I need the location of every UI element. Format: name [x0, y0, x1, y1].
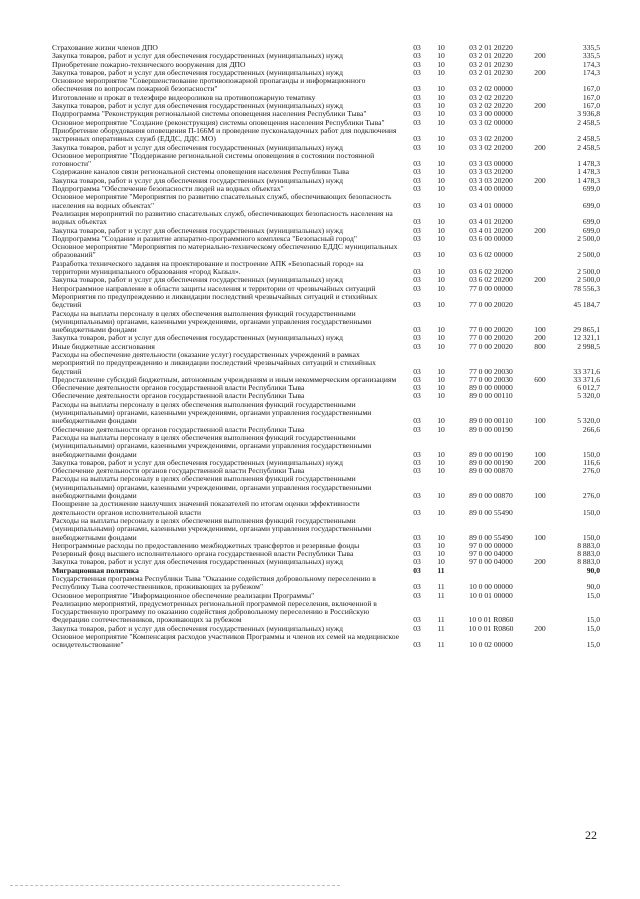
- row-target-code: 89 0 00 00110: [469, 391, 513, 401]
- row-name: Реализация мероприятий по развитию спасательных служб, обеспечивающих безопасность населения на водных объектах: [52, 208, 393, 227]
- row-section-code: 03: [413, 466, 421, 476]
- row-amount: 29 865,1: [573, 325, 600, 335]
- row-target-code: 03 2 02 20220: [469, 92, 513, 102]
- row-section-code: 03: [413, 267, 421, 277]
- row-name: Поощрение за достижение наилучших значений показателей по итогам оценки эффективности деятельности органов исполнительной власти: [52, 499, 360, 517]
- table-row: [52, 210, 600, 227]
- row-amount: 12 321,1: [573, 333, 600, 343]
- row-section-code: 03: [413, 615, 421, 625]
- row-amount: 276,0: [582, 491, 600, 501]
- table-row: [52, 193, 600, 210]
- row-name: Расходы на выплаты персоналу в целях обеспечения выполнения функций государственными (муниципальными) органами, казенными учреждениями, органами управления государственными внебюджетными фондами: [52, 515, 372, 542]
- row-target-code: 77 0 00 20020: [469, 300, 513, 310]
- row-amount: 266,6: [582, 424, 600, 434]
- row-name: Подпрограмма "Создание и развитие аппаратно-программного комплекса "Безопасный город": [52, 233, 357, 243]
- row-target-code: 89 0 00 00190: [469, 457, 513, 467]
- row-amount: 699,0: [582, 184, 600, 194]
- row-subsection-code: 10: [437, 366, 445, 376]
- row-target-code: 03 2 01 20220: [469, 43, 513, 52]
- row-target-code: 03 2 01 20220: [469, 51, 513, 61]
- row-section-code: 03: [413, 333, 421, 343]
- row-section-code: 03: [413, 416, 421, 426]
- row-amount: 174,3: [582, 67, 600, 77]
- table-row: [52, 434, 600, 459]
- row-expense-type: 200: [534, 623, 546, 633]
- row-section-code: 03: [413, 200, 421, 210]
- row-target-code: 77 0 00 20030: [469, 366, 513, 376]
- row-section-code: 03: [413, 51, 421, 61]
- row-section-code: 03: [413, 67, 421, 77]
- row-section-code: 03: [413, 565, 421, 575]
- row-name: Основное мероприятие "Компенсация расходов участников Программы и членов их семей на медицинское освидетельствование": [52, 632, 399, 650]
- row-section-code: 03: [413, 366, 421, 376]
- row-subsection-code: 10: [437, 217, 445, 227]
- row-section-code: 03: [413, 167, 421, 177]
- row-target-code: 03 6 02 00000: [469, 250, 513, 260]
- table-row: [52, 633, 600, 650]
- row-name: Реализацию мероприятий, предусмотренных региональной программой переселения, включенной в Государственную программу по оказанию содействия добровольному переселению в Российскую Федерацию соотечественников, проживающих за рубежом: [52, 598, 377, 625]
- row-subsection-code: 11: [437, 582, 445, 592]
- row-subsection-code: 10: [437, 333, 445, 343]
- row-section-code: 03: [413, 491, 421, 501]
- row-section-code: 03: [413, 275, 421, 285]
- row-amount: 2 500,0: [577, 275, 600, 285]
- row-name: Изготовление и прокат в телеэфире видеороликов на противопожарную тематику: [52, 92, 316, 102]
- row-subsection-code: 10: [437, 167, 445, 177]
- row-name: Расходы на выплаты персоналу в целях обеспечения выполнения функций государственными (муниципальными) органами, казенными учреждениями, органами управления государственными внебюджетными фондами: [52, 308, 372, 335]
- row-expense-type: 200: [534, 142, 546, 152]
- table-row: [52, 401, 600, 426]
- row-amount: 3 936,8: [577, 109, 600, 119]
- row-section-code: 03: [413, 184, 421, 194]
- table-row: [52, 500, 600, 517]
- row-target-code: 03 4 00 00000: [469, 184, 513, 194]
- row-expense-type: 100: [534, 532, 546, 542]
- table-row: [52, 517, 600, 542]
- row-amount: 45 184,7: [573, 300, 600, 310]
- row-subsection-code: 10: [437, 101, 445, 111]
- row-expense-type: 100: [534, 416, 546, 426]
- row-target-code: 03 4 01 20200: [469, 217, 513, 227]
- row-target-code: 03 6 00 00000: [469, 233, 513, 243]
- row-amount: 33 371,6: [573, 366, 600, 376]
- row-section-code: 03: [413, 623, 421, 633]
- row-subsection-code: 10: [437, 275, 445, 285]
- row-name: Миграционная политика: [52, 565, 139, 575]
- row-subsection-code: 10: [437, 507, 445, 517]
- row-target-code: 03 3 03 00000: [469, 159, 513, 169]
- row-target-code: 89 0 00 00190: [469, 449, 513, 459]
- row-section-code: 03: [413, 134, 421, 144]
- row-subsection-code: 10: [437, 109, 445, 119]
- row-subsection-code: 10: [437, 341, 445, 351]
- row-section-code: 03: [413, 225, 421, 235]
- row-amount: 150,0: [582, 507, 600, 517]
- table-row: [52, 152, 600, 169]
- table-row: [52, 77, 600, 94]
- row-section-code: 03: [413, 159, 421, 169]
- row-expense-type: 100: [534, 491, 546, 501]
- row-name: Основное мероприятие "Создание (реконструкция) системы оповещения населения Республики Тыва": [52, 117, 385, 127]
- row-amount: 90,0: [586, 565, 600, 575]
- row-name: Обеспечение деятельности органов государственной власти Республики Тыва: [52, 383, 305, 393]
- row-target-code: 03 3 02 00000: [469, 117, 513, 127]
- row-subsection-code: 10: [437, 283, 445, 293]
- row-section-code: 03: [413, 109, 421, 119]
- row-amount: 15,0: [586, 615, 600, 625]
- row-amount: 699,0: [582, 200, 600, 210]
- row-amount: 150,0: [582, 449, 600, 459]
- scan-footer-line: [10, 885, 340, 886]
- row-subsection-code: 11: [437, 615, 445, 625]
- row-amount: 6 012,7: [577, 383, 600, 393]
- row-expense-type: 200: [534, 51, 546, 61]
- row-amount: 335,5: [582, 51, 600, 61]
- row-expense-type: 200: [534, 175, 546, 185]
- row-target-code: 77 0 00 20030: [469, 374, 513, 384]
- row-amount: 2 458,5: [577, 134, 600, 144]
- row-section-code: 03: [413, 532, 421, 542]
- row-section-code: 03: [413, 101, 421, 111]
- row-amount: 174,3: [582, 59, 600, 69]
- row-section-code: 03: [413, 250, 421, 260]
- row-target-code: 77 0 00 20020: [469, 341, 513, 351]
- row-subsection-code: 10: [437, 225, 445, 235]
- row-expense-type: 200: [534, 557, 546, 567]
- row-amount: 1 478,3: [577, 159, 600, 169]
- row-section-code: 03: [413, 92, 421, 102]
- row-target-code: 89 0 00 55490: [469, 507, 513, 517]
- table-row: [52, 600, 600, 625]
- row-subsection-code: 10: [437, 267, 445, 277]
- row-name: Предоставление субсидий бюджетным, автономным учреждениям и иным некоммерческим организациям: [52, 374, 397, 384]
- row-amount: 8 883,0: [577, 540, 600, 550]
- row-subsection-code: 11: [437, 590, 445, 600]
- row-target-code: 03 2 01 20230: [469, 67, 513, 77]
- row-section-code: 03: [413, 582, 421, 592]
- row-name: Обеспечение деятельности органов государственной власти Республики Тыва: [52, 466, 305, 476]
- row-amount: 167,0: [582, 92, 600, 102]
- row-name: Непрограммные расходы по предоставлению межбюджетных трансфертов и резервные фонды: [52, 540, 360, 550]
- row-amount: 116,6: [583, 457, 600, 467]
- page-number: 22: [585, 828, 597, 842]
- row-expense-type: 200: [534, 67, 546, 77]
- row-expense-type: 200: [534, 333, 546, 343]
- row-subsection-code: 11: [437, 623, 445, 633]
- row-subsection-code: 10: [437, 325, 445, 335]
- row-subsection-code: 10: [437, 416, 445, 426]
- table-row: [52, 293, 600, 310]
- row-expense-type: 200: [534, 225, 546, 235]
- row-name: Закупка товаров, работ и услуг для обеспечения государственных (муниципальных) нужд: [52, 623, 343, 633]
- row-name: Основное мероприятие "Мероприятия по материально-техническому обеспечению ЕДДС муниципальных образований": [52, 242, 398, 260]
- row-section-code: 03: [413, 341, 421, 351]
- row-subsection-code: 10: [437, 175, 445, 185]
- row-subsection-code: 10: [437, 43, 445, 52]
- row-amount: 8 883,0: [577, 557, 600, 567]
- row-amount: 276,0: [582, 466, 600, 476]
- row-subsection-code: 10: [437, 67, 445, 77]
- row-subsection-code: 11: [437, 640, 445, 650]
- row-subsection-code: 10: [437, 557, 445, 567]
- row-name: Основное мероприятие "Совершенствование противопожарной пропаганды и информационного обеспечения по вопросам пожарной безопасности": [52, 76, 366, 94]
- row-subsection-code: 10: [437, 300, 445, 310]
- table-row: [52, 243, 600, 260]
- row-expense-type: 100: [534, 325, 546, 335]
- row-amount: 33 371,6: [573, 374, 600, 384]
- row-expense-type: 200: [534, 101, 546, 111]
- row-subsection-code: 10: [437, 51, 445, 61]
- row-target-code: 03 3 02 20200: [469, 134, 513, 144]
- row-name: Подпрограмма "Обеспечение безопасности людей на водных объектах": [52, 184, 284, 194]
- row-amount: 2 458,5: [577, 142, 600, 152]
- row-target-code: 10 0 01 00000: [469, 590, 513, 600]
- row-subsection-code: 10: [437, 233, 445, 243]
- row-target-code: 97 0 00 00000: [469, 540, 513, 550]
- row-amount: 5 320,0: [577, 416, 600, 426]
- row-expense-type: 200: [534, 275, 546, 285]
- row-name: Закупка товаров, работ и услуг для обеспечения государственных (муниципальных) нужд: [52, 457, 343, 467]
- row-amount: 5 320,0: [577, 391, 600, 401]
- row-target-code: 10 0 01 R0860: [468, 615, 514, 625]
- row-name: Расходы на выплаты персоналу в целях обеспечения выполнения функций государственными (муниципальными) органами, казенными учреждениями, органами управления государственными внебюджетными фондами: [52, 432, 372, 459]
- row-section-code: 03: [413, 233, 421, 243]
- table-row: [52, 351, 600, 376]
- row-target-code: 77 0 00 20020: [469, 325, 513, 335]
- row-target-code: 97 0 00 04000: [469, 549, 513, 559]
- row-name: Закупка товаров, работ и услуг для обеспечения государственных (муниципальных) нужд: [52, 333, 343, 343]
- row-name: Приобретение оборудования оповещения П-166М и проведение пусконаладочных работ для подключения экстренных оперативных служб (ЕДДС, ДДС МО): [52, 125, 397, 144]
- row-amount: 699,0: [582, 217, 600, 227]
- row-target-code: 10 0 02 00000: [469, 640, 513, 650]
- row-name: Непрограммное направление в области защиты населения и территории от чрезвычайных ситуаций: [52, 283, 376, 293]
- row-name: Расходы на выплаты персоналу в целях обеспечения выполнения функций государственными (муниципальными) органами, казенными учреждениями, органами управления государственными внебюджетными фондами: [52, 399, 372, 426]
- row-section-code: 03: [413, 84, 421, 94]
- row-amount: 90,0: [586, 582, 600, 592]
- row-section-code: 03: [413, 391, 421, 401]
- row-target-code: 03 3 03 20200: [469, 167, 513, 177]
- row-target-code: 89 0 00 00870: [469, 466, 513, 476]
- row-amount: 2 500,0: [577, 267, 600, 277]
- budget-table: [52, 44, 600, 650]
- row-subsection-code: 10: [437, 457, 445, 467]
- row-amount: 167,0: [582, 101, 600, 111]
- row-amount: 15,0: [586, 590, 600, 600]
- row-amount: 2 998,5: [577, 341, 600, 351]
- row-name: Закупка товаров, работ и услуг для обеспечения государственных (муниципальных) нужд: [52, 67, 343, 77]
- row-amount: 2 458,5: [577, 117, 600, 127]
- table-row: [52, 475, 600, 500]
- row-name: Приобретение пожарно-технического вооружения для ДПО: [52, 59, 246, 69]
- row-section-code: 03: [413, 540, 421, 550]
- row-target-code: 77 0 00 20020: [469, 333, 513, 343]
- row-name: Закупка товаров, работ и услуг для обеспечения государственных (муниципальных) нужд: [52, 51, 343, 61]
- row-subsection-code: 10: [437, 200, 445, 210]
- row-amount: 78 556,3: [573, 283, 600, 293]
- row-subsection-code: 10: [437, 134, 445, 144]
- row-subsection-code: 10: [437, 142, 445, 152]
- row-subsection-code: 10: [437, 449, 445, 459]
- row-target-code: 03 6 02 20200: [469, 275, 513, 285]
- row-subsection-code: 10: [437, 532, 445, 542]
- row-section-code: 03: [413, 457, 421, 467]
- row-name: Расходы на обеспечение деятельности (оказание услуг) государственных учреждений в рамках мероприятий по предупреждению и ликвидации последствий чрезвычайных ситуаций и стихийных бедствий: [52, 349, 376, 376]
- row-amount: 167,0: [582, 84, 600, 94]
- row-amount: 699,0: [582, 225, 600, 235]
- row-subsection-code: 10: [437, 117, 445, 127]
- row-name: Закупка товаров, работ и услуг для обеспечения государственных (муниципальных) нужд: [52, 175, 343, 185]
- row-name: Разработка технического задания на проектирование и построение АПК «Безопасный город» на территории муниципального образования «город Кызыл».: [52, 258, 364, 277]
- row-section-code: 03: [413, 424, 421, 434]
- row-amount: 335,5: [582, 43, 600, 52]
- row-expense-type: 200: [534, 457, 546, 467]
- row-subsection-code: 10: [437, 383, 445, 393]
- table-row: [52, 127, 600, 144]
- row-subsection-code: 10: [437, 84, 445, 94]
- row-section-code: 03: [413, 283, 421, 293]
- row-amount: 2 500,0: [577, 250, 600, 260]
- row-target-code: 89 0 00 00000: [469, 383, 513, 393]
- row-expense-type: 100: [534, 449, 546, 459]
- row-section-code: 03: [413, 590, 421, 600]
- row-subsection-code: 10: [437, 374, 445, 384]
- row-target-code: 10 0 01 R0860: [468, 623, 514, 633]
- row-name: Закупка товаров, работ и услуг для обеспечения государственных (муниципальных) нужд: [52, 275, 343, 285]
- row-subsection-code: 10: [437, 549, 445, 559]
- row-name: Мероприятия по предупреждению и ликвидации последствий чрезвычайных ситуаций и стихийных бедствий: [52, 291, 378, 310]
- row-target-code: 77 0 00 00000: [469, 283, 513, 293]
- row-subsection-code: 11: [437, 565, 445, 575]
- row-amount: 150,0: [582, 532, 600, 542]
- row-section-code: 03: [413, 117, 421, 127]
- row-name: Обеспечение деятельности органов государственной власти Республики Тыва: [52, 391, 305, 401]
- row-amount: 15,0: [586, 623, 600, 633]
- row-section-code: 03: [413, 43, 421, 52]
- row-target-code: 89 0 00 55490: [469, 532, 513, 542]
- row-section-code: 03: [413, 449, 421, 459]
- row-subsection-code: 10: [437, 391, 445, 401]
- row-section-code: 03: [413, 549, 421, 559]
- row-section-code: 03: [413, 175, 421, 185]
- row-name: Государственная программа Республики Тыва "Оказание содействия добровольному переселению в Республику Тыва соотечественников, проживающих за рубежом": [52, 574, 376, 592]
- row-target-code: 89 0 00 00110: [469, 416, 513, 426]
- row-subsection-code: 10: [437, 59, 445, 69]
- row-target-code: 97 0 00 04000: [469, 557, 513, 567]
- row-subsection-code: 10: [437, 184, 445, 194]
- row-target-code: 03 4 01 20200: [469, 225, 513, 235]
- row-subsection-code: 10: [437, 466, 445, 476]
- row-target-code: 03 6 02 20200: [469, 267, 513, 277]
- row-subsection-code: 10: [437, 540, 445, 550]
- row-amount: 2 500,0: [577, 233, 600, 243]
- row-name: Закупка товаров, работ и услуг для обеспечения государственных (муниципальных) нужд: [52, 557, 343, 567]
- row-section-code: 03: [413, 507, 421, 517]
- row-amount: 1 478,3: [577, 175, 600, 185]
- row-section-code: 03: [413, 383, 421, 393]
- row-expense-type: 800: [534, 341, 546, 351]
- row-amount: 15,0: [586, 640, 600, 650]
- row-name: Закупка товаров, работ и услуг для обеспечения государственных (муниципальных) нужд: [52, 225, 343, 235]
- table-row: [52, 260, 600, 277]
- row-amount: 8 883,0: [577, 549, 600, 559]
- row-name: Основное мероприятие "Мероприятия по развитию спасательных служб, обеспечивающих безопасность населения на водных объектах": [52, 192, 392, 210]
- row-section-code: 03: [413, 300, 421, 310]
- row-name: Иные бюджетные ассигнования: [52, 341, 155, 351]
- row-subsection-code: 10: [437, 424, 445, 434]
- row-target-code: 03 2 02 00000: [469, 84, 513, 94]
- row-target-code: 03 3 03 20200: [469, 175, 513, 185]
- row-subsection-code: 10: [437, 92, 445, 102]
- row-name: Подпрограмма "Реконструкция региональной системы оповещения населения Республики Тыва": [52, 109, 367, 119]
- row-name: Закупка товаров, работ и услуг для обеспечения государственных (муниципальных) нужд: [52, 101, 343, 111]
- row-section-code: 03: [413, 142, 421, 152]
- row-target-code: 03 4 01 00000: [469, 200, 513, 210]
- row-section-code: 03: [413, 325, 421, 335]
- row-subsection-code: 10: [437, 250, 445, 260]
- row-name: Содержание каналов связи региональной системы оповещения населения Республики Тыва: [52, 167, 349, 177]
- row-name: Закупка товаров, работ и услуг для обеспечения государственных (муниципальных) нужд: [52, 142, 343, 152]
- row-expense-type: 600: [534, 374, 546, 384]
- row-section-code: 03: [413, 59, 421, 69]
- row-subsection-code: 10: [437, 159, 445, 169]
- row-target-code: 03 3 02 20200: [469, 142, 513, 152]
- row-target-code: 03 2 02 20220: [469, 101, 513, 111]
- row-target-code: 10 0 00 00000: [469, 582, 513, 592]
- row-name: Основное мероприятие "Информационное обеспечение реализации Программы": [52, 590, 315, 600]
- row-section-code: 03: [413, 640, 421, 650]
- row-target-code: 03 3 00 00000: [469, 109, 513, 119]
- row-section-code: 03: [413, 217, 421, 227]
- row-name: Резервный фонд высшего исполнительного органа государственной власти Республики Тыва: [52, 549, 354, 559]
- row-name: Обеспечение деятельности органов государственной власти Республики Тыва: [52, 424, 305, 434]
- row-target-code: 89 0 00 00870: [469, 491, 513, 501]
- row-target-code: 89 0 00 00190: [469, 424, 513, 434]
- table-row: [52, 575, 600, 592]
- row-amount: 1 478,3: [577, 167, 600, 177]
- row-name: Страхование жизни членов ДПО: [52, 43, 158, 52]
- row-name: Расходы на выплаты персоналу в целях обеспечения выполнения функций государственными (муниципальными) органами, казенными учреждениями, органами управления государственными внебюджетными фондами: [52, 474, 372, 501]
- row-name: Основное мероприятие "Поддержание региональной системы оповещения в состоянии постоянной готовности": [52, 150, 375, 169]
- row-target-code: 03 2 01 20230: [469, 59, 513, 69]
- row-subsection-code: 10: [437, 491, 445, 501]
- table-row: [52, 310, 600, 335]
- row-section-code: 03: [413, 557, 421, 567]
- row-section-code: 03: [413, 374, 421, 384]
